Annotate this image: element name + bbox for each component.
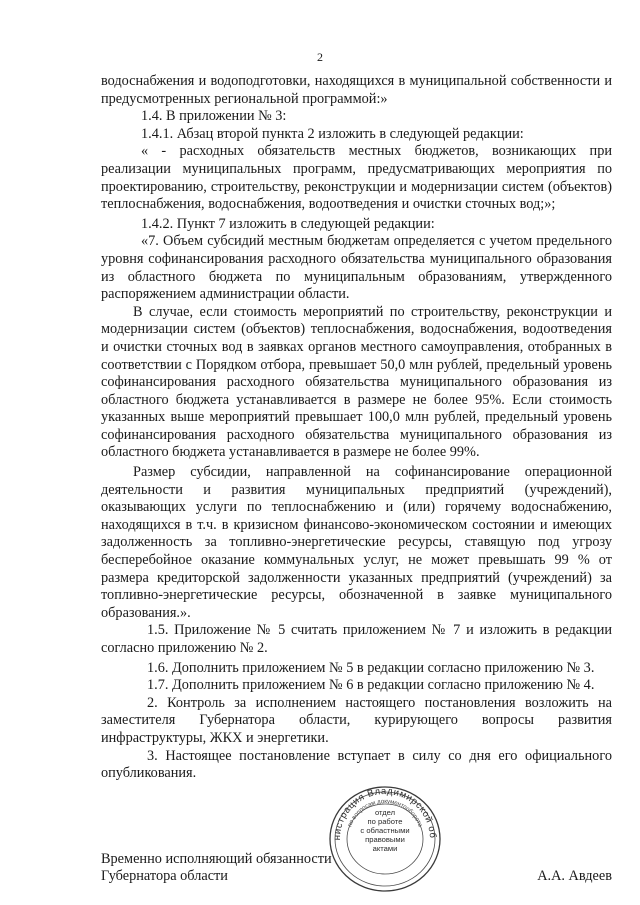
paragraph-subsidy-size: Размер субсидии, направленной на софинансирование операционной деятельности и развития муниципальных предприятий (учреждений), оказывающих услуги по теплоснабжению и (или) горячему водоснабжению, находящихся в т.ч. в кризисном финансово-экономическом состоянии и имеющих задолженность за топливно-энергетические ресурсы, ставящую под угрозу бесперебойное оказание коммунальных услуг, не может превышать 99 % от размера кредиторской задолженности указанных предприятий (учреждений) за топливно-энергетические ресурсы, обозначенной в заявке муниципального образования.». (101, 464, 612, 621)
paragraph-quoted-expenses: « - расходных обязательств местных бюджетов, возникающих при реализации муниципальных программ, предусматривающих мероприятия по проектированию, строительству, реконструкции и модернизации систем (объектов) теплоснабжения, водоснабжения, водоотведения и очистки сточных вод;»; (101, 143, 612, 213)
document-body (101, 73, 612, 783)
svg-text:по вопросам документооборота: по вопросам документооборота (347, 798, 423, 828)
paragraph-cost-case: В случае, если стоимость мероприятий по строительству, реконструкции и модернизации систем (объектов) теплоснабжения, водоснабжения, водоотведения и очистки сточных вод в заявках органов местного самоуправления, отобранных в соответствии с Порядком отбора, превышает 50,0 млн рублей, предельный уровень софинансирования расходного обязательства муниципального образования из областного бюджета устанавливается в размере не более 95%. Если стоимость указанных выше мероприятий превышает 100,0 млн рублей, предельный уровень софинансирования расходного обязательства муниципального образования из областного бюджета устанавливается в размере не более 99%. (101, 303, 612, 461)
signatory-name: А.А. Авдеев (537, 868, 612, 884)
stamp-line: с областными (360, 826, 410, 835)
paragraph-1-4: 1.4. В приложении № 3: (141, 108, 287, 125)
stamp-line: по работе (367, 817, 403, 826)
paragraph-1-4-2: 1.4.2. Пункт 7 изложить в следующей редакции: (141, 215, 435, 232)
stamp-line: правовыми (365, 835, 405, 844)
stamp-center-text (348, 808, 422, 853)
signatory-position (101, 851, 612, 885)
paragraph-3-effective: 3. Настоящее постановление вступает в силу со дня его официального опубликования. (101, 747, 612, 782)
signature-block (101, 851, 612, 885)
paragraph-2-control: 2. Контроль за исполнением настоящего постановления возложить на заместителя Губернатора области, курирующего вопросы развития инфраструктуры, ЖКХ и энергетики. (101, 694, 612, 746)
paragraph-1-4-1: 1.4.1. Абзац второй пункта 2 изложить в следующей редакции: (141, 125, 524, 142)
signatory-position-line1: Временно исполняющий обязанности (101, 851, 332, 867)
svg-text:Администрация Владимирской обл: нистрация Владимирской об (331, 785, 439, 841)
paragraph-1-5: 1.5. Приложение № 5 считать приложением № 7 и изложить в редакции согласно приложению № 2. (101, 622, 612, 656)
paragraph-point-7: «7. Объем субсидий местным бюджетам определяется с учетом предельного уровня софинансирования расходного обязательства муниципального образования из областного бюджета по муниципальным образованиям, утвержденного распоряжением администрации области. (101, 233, 612, 303)
page-number: 2 (317, 50, 323, 64)
stamp-line: отдел (374, 808, 396, 817)
stamp-line: актами (372, 844, 398, 853)
signatory-position-line2: Губернатора области (101, 868, 228, 884)
paragraph-1-7: 1.7. Дополнить приложением № 6 в редакции согласно приложению № 4. (147, 677, 595, 694)
paragraph-1-6: 1.6. Дополнить приложением № 5 в редакции согласно приложению № 3. (147, 659, 595, 676)
paragraph-continuation: водоснабжения и водоподготовки, находящихся в муниципальной собственности и предусмотренных региональной программой:» (101, 73, 612, 107)
